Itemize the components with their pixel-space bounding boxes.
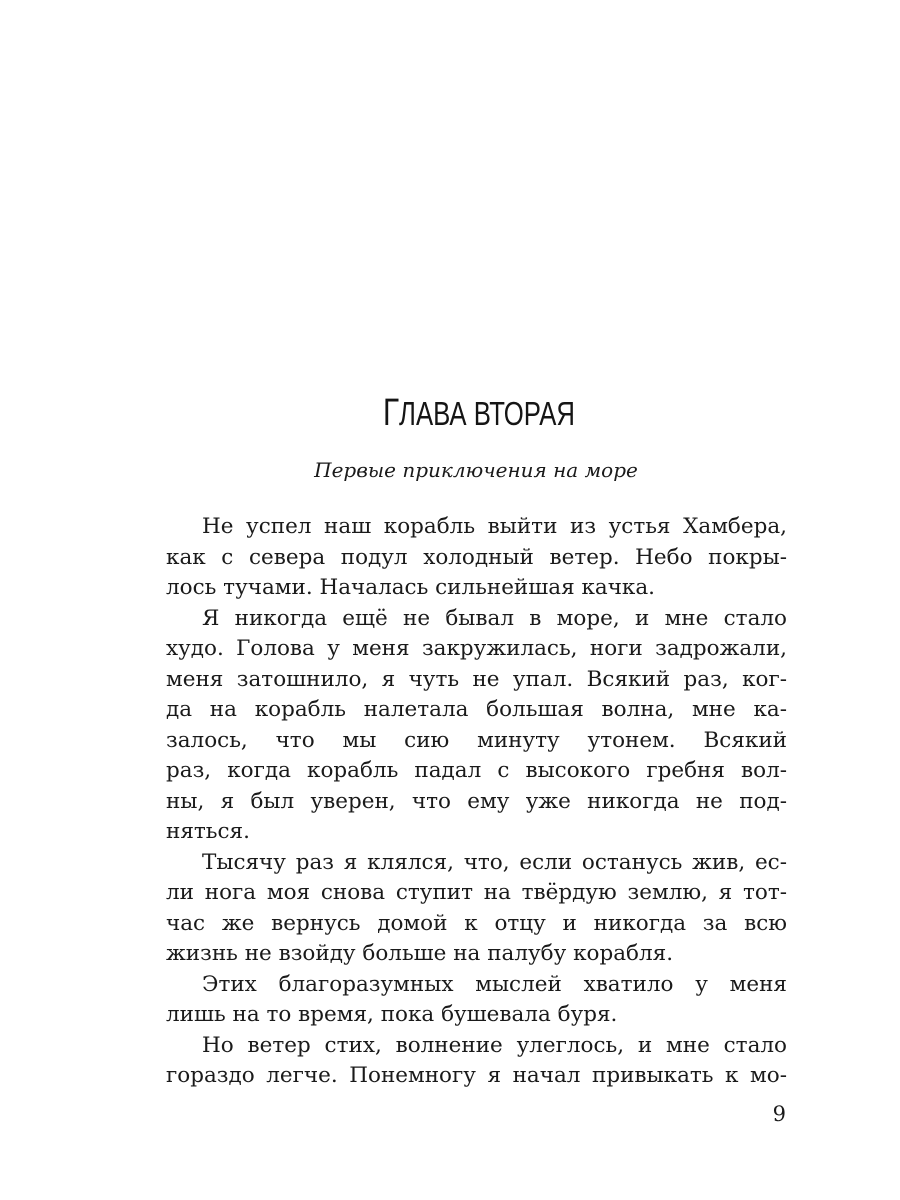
chapter-title-rest: ЛАВА ВТОРАЯ — [399, 395, 575, 432]
body-text — [166, 512, 787, 1092]
text-line: залось, что мы сию минуту утонем. Всякий — [166, 727, 787, 753]
text-line: как с севера подул холодный ветер. Небо покры- — [166, 544, 787, 570]
text-line: гораздо легче. Понемногу я начал привыкать к мо- — [166, 1063, 787, 1088]
text-line: Но ветер стих, волнение улеглось, и мне стало — [202, 1032, 787, 1058]
text-line: раз, когда корабль падал с высокого гребня вол- — [166, 758, 787, 783]
text-line: няться. — [166, 819, 250, 844]
text-line: лось тучами. Началась сильнейшая качка. — [166, 575, 656, 600]
text-line: Этих благоразумных мыслей хватило у меня — [202, 971, 787, 997]
text-line: Я никогда ещё не бывал в море, и мне стало — [202, 605, 787, 631]
text-line: жизнь не взойду больше на палубу корабля. — [166, 941, 674, 966]
text-line: лишь на то время, пока бушевала буря. — [166, 1002, 618, 1027]
text-line: Тысячу раз я клялся, что, если останусь жив, ес- — [202, 849, 787, 875]
chapter-title-initial: Г — [382, 392, 400, 434]
chapter-subtitle: Первые приключения на море — [314, 458, 638, 482]
page-number: 9 — [772, 1102, 786, 1126]
text-line: худо. Голова у меня закружилась, ноги задрожали, — [166, 636, 787, 661]
text-line: час же вернусь домой к отцу и никогда за всю — [166, 910, 787, 936]
text-line: меня затошнило, я чуть не упал. Всякий раз, ког- — [166, 666, 787, 692]
chapter-title — [105, 392, 852, 435]
text-line: да на корабль налетала большая волна, мне ка- — [166, 697, 787, 722]
text-line: ли нога моя снова ступит на твёрдую землю, я тот- — [166, 880, 787, 905]
text-line: Не успел наш корабль выйти из устья Хамбера, — [202, 514, 787, 539]
text-line: ны, я был уверен, что ему уже никогда не под- — [166, 788, 787, 814]
